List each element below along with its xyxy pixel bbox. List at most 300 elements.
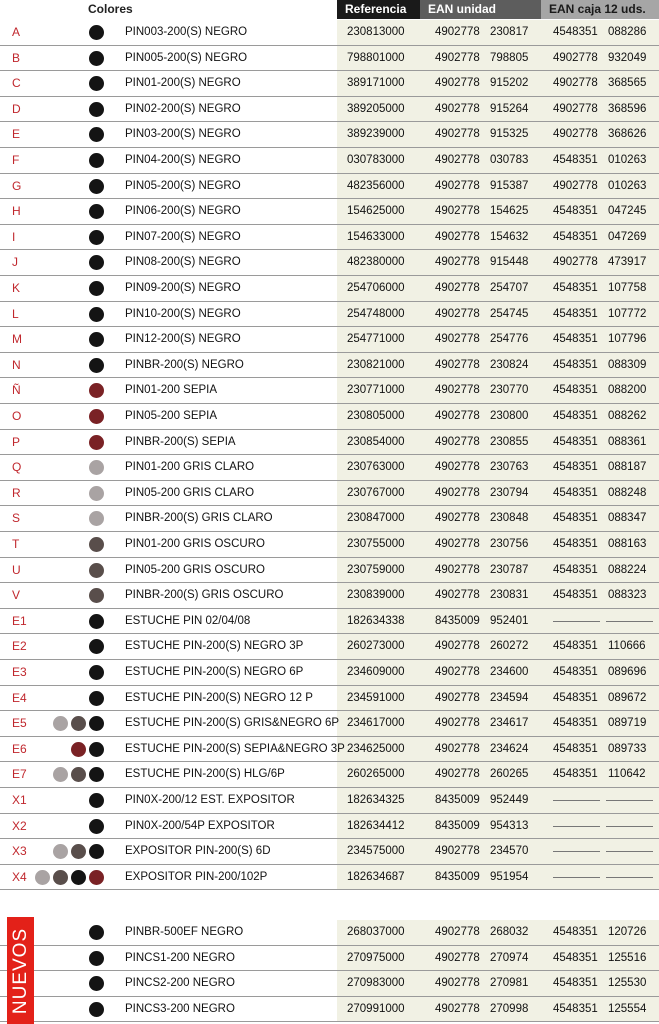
ean-unidad-code: 230824 <box>490 358 529 371</box>
ean-unidad-code: 234570 <box>490 845 529 858</box>
ean-caja-prefix: 4548351 <box>553 358 598 371</box>
ean-caja-prefix: 4548351 <box>553 768 598 781</box>
color-swatches <box>89 383 104 398</box>
ean-unidad-code: 154632 <box>490 230 529 243</box>
ean-caja-prefix: 4902778 <box>553 77 598 90</box>
color-swatches <box>89 691 104 706</box>
row-letter: E1 <box>12 613 27 628</box>
ean-unidad-code: 230794 <box>490 486 529 499</box>
ean-unidad-code: 270981 <box>490 977 529 990</box>
ean-unidad-prefix: 4902778 <box>435 26 480 38</box>
color-dot-gris-oscuro <box>71 844 86 859</box>
ean-caja-prefix: 4548351 <box>553 666 598 678</box>
ean-unidad-code: 798805 <box>490 51 529 64</box>
ean-unidad-prefix: 8435009 <box>435 870 480 883</box>
product-name: PINCS1-200 NEGRO <box>125 951 235 964</box>
color-dot-gris-oscuro <box>71 716 86 731</box>
product-name: PIN10-200(S) NEGRO <box>125 307 241 320</box>
color-dot-negro <box>89 767 104 782</box>
ean-unidad-prefix: 8435009 <box>435 794 480 806</box>
table-header <box>0 0 659 19</box>
color-dot-negro <box>89 307 104 322</box>
table-row <box>0 174 659 200</box>
referencia-value: 389171000 <box>347 77 405 90</box>
ean-unidad-code: 260272 <box>490 640 529 653</box>
color-dot-gris-oscuro <box>89 588 104 603</box>
table-row <box>0 148 659 174</box>
row-letter: I <box>12 229 16 244</box>
product-name: ESTUCHE PIN 02/04/08 <box>125 614 251 627</box>
referencia-value: 270975000 <box>347 951 405 964</box>
color-dot-negro <box>89 204 104 219</box>
color-swatches <box>89 951 104 966</box>
product-name: ESTUCHE PIN-200(S) HLG/6P <box>125 768 285 781</box>
ean-caja-prefix: 4548351 <box>553 384 598 397</box>
table-row <box>0 762 659 788</box>
referencia-value: 230805000 <box>347 410 405 422</box>
ean-caja-code: 088347 <box>608 512 647 525</box>
product-name: PIN0X-200/12 EST. EXPOSITOR <box>125 794 295 806</box>
ean-caja-code: 088248 <box>608 486 647 499</box>
ean-unidad-code: 230763 <box>490 461 529 474</box>
color-dot-negro <box>89 665 104 680</box>
product-name: PIN05-200(S) NEGRO <box>125 179 241 192</box>
row-letter: N <box>12 357 21 372</box>
product-name: PIN09-200(S) NEGRO <box>125 282 241 294</box>
ean-caja-prefix: 4548351 <box>553 1002 598 1015</box>
ean-caja-prefix: 4548351 <box>553 717 598 730</box>
table-row <box>0 660 659 686</box>
ean-caja-code: 107796 <box>608 333 647 346</box>
referencia-value: 230755000 <box>347 538 405 550</box>
row-letter: U <box>12 562 21 577</box>
ean-unidad-code: 915387 <box>490 179 529 192</box>
ean-unidad-code: 234617 <box>490 717 529 730</box>
table-row <box>0 250 659 276</box>
ean-unidad-prefix: 4902778 <box>435 77 480 90</box>
color-swatches <box>89 153 104 168</box>
ean-caja-empty-dash <box>606 877 653 878</box>
ean-unidad-code: 915264 <box>490 102 529 115</box>
color-dot-gris-claro <box>53 716 68 731</box>
color-swatches <box>35 870 104 885</box>
ean-caja-empty-dash <box>553 800 600 801</box>
color-dot-negro <box>89 127 104 142</box>
ean-unidad-code: 254776 <box>490 333 529 346</box>
referencia-value: 230839000 <box>347 589 405 602</box>
referencia-value: 230767000 <box>347 486 405 499</box>
table-row <box>0 430 659 456</box>
color-swatches <box>89 204 104 219</box>
referencia-value: 254748000 <box>347 307 405 320</box>
table-row <box>0 97 659 123</box>
color-dot-negro <box>89 951 104 966</box>
ean-unidad-code: 230817 <box>490 26 529 38</box>
ean-caja-code: 110642 <box>608 768 646 781</box>
row-letter: K <box>12 281 21 295</box>
ean-unidad-prefix: 4902778 <box>435 102 480 115</box>
ean-caja-prefix: 4548351 <box>553 691 598 704</box>
color-swatches <box>89 588 104 603</box>
color-dot-sepia <box>71 742 86 757</box>
ean-unidad-code: 915325 <box>490 128 529 141</box>
ean-caja-code: 089696 <box>608 666 647 678</box>
referencia-value: 230813000 <box>347 26 405 38</box>
referencia-value: 230771000 <box>347 384 405 397</box>
color-swatches <box>89 25 104 40</box>
table-row <box>0 302 659 328</box>
ean-caja-prefix: 4548351 <box>553 512 598 525</box>
color-dot-negro <box>89 281 104 296</box>
ean-caja-code: 125516 <box>608 951 647 964</box>
product-name: PINBR-200(S) SEPIA <box>125 435 236 448</box>
color-swatches <box>89 51 104 66</box>
color-dot-negro <box>89 976 104 991</box>
color-swatches <box>89 102 104 117</box>
ean-unidad-prefix: 4902778 <box>435 742 480 755</box>
ean-caja-code: 088224 <box>608 563 647 576</box>
table-row <box>0 997 659 1023</box>
table-row <box>0 404 659 430</box>
product-name: PIN01-200(S) NEGRO <box>125 77 241 90</box>
ean-caja-code: 088309 <box>608 358 647 371</box>
ean-caja-prefix: 4548351 <box>553 926 598 938</box>
row-letter: E4 <box>12 690 27 705</box>
ean-caja-empty-dash <box>606 800 653 801</box>
row-letter: E6 <box>12 741 27 756</box>
color-dot-gris-oscuro <box>89 563 104 578</box>
referencia-value: 030783000 <box>347 154 405 166</box>
color-swatches <box>89 563 104 578</box>
ean-caja-empty-dash <box>606 621 653 622</box>
row-letter: A <box>12 25 21 39</box>
color-swatches <box>89 179 104 194</box>
ean-unidad-prefix: 8435009 <box>435 819 480 832</box>
row-letter: E7 <box>12 767 27 782</box>
product-name: PINBR-500EF NEGRO <box>125 926 244 938</box>
ean-caja-code: 089733 <box>608 742 647 755</box>
color-dot-negro <box>89 153 104 168</box>
ean-unidad-prefix: 4902778 <box>435 256 480 269</box>
referencia-value: 260273000 <box>347 640 405 653</box>
row-letter: L <box>12 306 19 321</box>
ean-unidad-code: 030783 <box>490 154 529 166</box>
ean-unidad-prefix: 4902778 <box>435 845 480 858</box>
ean-caja-prefix: 4548351 <box>553 307 598 320</box>
color-swatches <box>89 639 104 654</box>
ean-unidad-code: 230848 <box>490 512 529 525</box>
ean-caja-prefix: 4902778 <box>553 51 598 64</box>
ean-caja-code: 368626 <box>608 128 647 141</box>
color-swatches <box>89 614 104 629</box>
table-row <box>0 971 659 997</box>
table-row <box>0 865 659 891</box>
referencia-value: 389239000 <box>347 128 405 141</box>
referencia-value: 234625000 <box>347 742 405 755</box>
color-dot-negro <box>89 255 104 270</box>
table-row <box>0 839 659 865</box>
table-row <box>0 225 659 251</box>
colores-header: Colores <box>88 2 133 16</box>
ean-caja-prefix: 4548351 <box>553 951 598 964</box>
ean-caja-prefix: 4548351 <box>553 333 598 346</box>
ean-caja-prefix: 4548351 <box>553 977 598 990</box>
color-dot-negro <box>89 844 104 859</box>
ean-caja-code: 125530 <box>608 977 647 990</box>
color-swatches <box>89 1002 104 1017</box>
color-dot-gris-claro <box>89 486 104 501</box>
color-swatches <box>53 844 104 859</box>
color-dot-negro <box>89 793 104 808</box>
color-swatches <box>89 665 104 680</box>
color-dot-gris-claro <box>89 511 104 526</box>
color-swatches <box>89 793 104 808</box>
table-row <box>0 327 659 353</box>
nuevos-label: NUEVOS <box>9 927 31 1014</box>
referencia-value: 270983000 <box>347 977 405 990</box>
product-name: ESTUCHE PIN-200(S) NEGRO 12 P <box>125 691 313 704</box>
table-row <box>0 558 659 584</box>
color-dot-negro <box>89 742 104 757</box>
table-row <box>0 686 659 712</box>
table-row <box>0 737 659 763</box>
row-letter: G <box>12 178 22 193</box>
referencia-value: 482380000 <box>347 256 405 269</box>
ean-unidad-code: 230756 <box>490 538 529 550</box>
product-name: PIN03-200(S) NEGRO <box>125 128 241 141</box>
ean-unidad-prefix: 4902778 <box>435 307 480 320</box>
table-row <box>0 199 659 225</box>
color-swatches <box>89 358 104 373</box>
color-dot-negro <box>89 639 104 654</box>
ean-caja-code: 110666 <box>608 640 646 653</box>
ean-caja-code: 088286 <box>608 26 647 38</box>
table-row <box>0 46 659 72</box>
color-swatches <box>53 767 104 782</box>
row-letter: E2 <box>12 639 27 654</box>
table-row <box>0 71 659 97</box>
color-dot-gris-claro <box>35 870 50 885</box>
color-dot-sepia <box>89 383 104 398</box>
ean-unidad-code: 915448 <box>490 256 529 269</box>
ean-unidad-prefix: 4902778 <box>435 128 480 141</box>
ean-caja-code: 473917 <box>608 256 647 269</box>
product-name: PINBR-200(S) GRIS OSCURO <box>125 589 284 602</box>
ean-unidad-code: 915202 <box>490 77 529 90</box>
referencia-value: 270991000 <box>347 1002 405 1015</box>
nuevos-badge <box>7 917 34 1024</box>
row-letter: X4 <box>12 869 27 884</box>
color-dot-negro <box>89 716 104 731</box>
ean-caja-code: 932049 <box>608 51 647 64</box>
ean-caja-code: 089719 <box>608 717 647 730</box>
table-row <box>0 946 659 972</box>
color-swatches <box>89 460 104 475</box>
referencia-value: 268037000 <box>347 926 405 938</box>
color-dot-negro <box>89 179 104 194</box>
ean-unidad-code: 268032 <box>490 926 529 938</box>
ean-caja-prefix: 4548351 <box>553 589 598 602</box>
ean-caja-empty-dash <box>553 621 600 622</box>
color-swatches <box>89 976 104 991</box>
row-letter: J <box>12 255 18 270</box>
table-row <box>0 583 659 609</box>
color-dot-negro <box>89 691 104 706</box>
color-dot-gris-claro <box>89 460 104 475</box>
product-name: PIN005-200(S) NEGRO <box>125 51 248 64</box>
ean-caja-code: 088323 <box>608 589 647 602</box>
ean-caja-prefix: 4548351 <box>553 461 598 474</box>
ean-unidad-prefix: 4902778 <box>435 410 480 422</box>
row-letter: O <box>12 409 22 423</box>
referencia-value: 182634687 <box>347 870 405 883</box>
ean-caja-code: 089672 <box>608 691 647 704</box>
product-name: PIN06-200(S) NEGRO <box>125 205 241 218</box>
color-swatches <box>89 486 104 501</box>
ean-caja-prefix: 4548351 <box>553 205 598 218</box>
product-name: EXPOSITOR PIN-200/102P <box>125 870 268 883</box>
referencia-value: 234591000 <box>347 691 405 704</box>
table-row <box>0 122 659 148</box>
row-letter: X3 <box>12 844 27 859</box>
color-dot-gris-oscuro <box>71 767 86 782</box>
color-dot-gris-oscuro <box>89 537 104 552</box>
ean-caja-prefix: 4548351 <box>553 26 598 38</box>
ean-caja-prefix: 4548351 <box>553 435 598 448</box>
color-dot-negro <box>89 925 104 940</box>
row-letter: E <box>12 127 21 142</box>
ean-unidad-code: 230787 <box>490 563 529 576</box>
ean-unidad-header: EAN unidad <box>420 0 541 19</box>
ean-unidad-code: 254745 <box>490 307 529 320</box>
product-name: PIN0X-200/54P EXPOSITOR <box>125 819 275 832</box>
product-name: ESTUCHE PIN-200(S) NEGRO 3P <box>125 640 304 653</box>
ean-unidad-code: 230831 <box>490 589 529 602</box>
product-name: EXPOSITOR PIN-200(S) 6D <box>125 845 271 858</box>
ean-caja-code: 047245 <box>608 205 647 218</box>
product-name: PINBR-200(S) GRIS CLARO <box>125 512 273 525</box>
referencia-value: 182634325 <box>347 794 405 806</box>
ean-unidad-prefix: 4902778 <box>435 977 480 990</box>
table-row <box>0 276 659 302</box>
table-row <box>0 711 659 737</box>
ean-unidad-prefix: 4902778 <box>435 589 480 602</box>
ean-caja-empty-dash <box>606 851 653 852</box>
ean-caja-code: 107772 <box>608 307 647 320</box>
ean-caja-code: 088187 <box>608 461 647 474</box>
product-name: ESTUCHE PIN-200(S) NEGRO 6P <box>125 666 304 678</box>
ean-unidad-prefix: 4902778 <box>435 205 480 218</box>
ean-caja-code: 368596 <box>608 102 647 115</box>
row-letter: B <box>12 50 21 65</box>
referencia-header: Referencia <box>337 0 420 19</box>
ean-unidad-prefix: 4902778 <box>435 538 480 550</box>
row-letter: D <box>12 101 21 116</box>
ean-unidad-code: 234594 <box>490 691 529 704</box>
referencia-value: 254771000 <box>347 333 405 346</box>
ean-unidad-prefix: 4902778 <box>435 563 480 576</box>
color-dot-gris-oscuro <box>53 870 68 885</box>
color-dot-negro <box>89 358 104 373</box>
ean-unidad-code: 260265 <box>490 768 529 781</box>
row-letter: S <box>12 511 21 526</box>
ean-caja-code: 088163 <box>608 538 647 550</box>
referencia-value: 389205000 <box>347 102 405 115</box>
ean-unidad-code: 230800 <box>490 410 529 422</box>
color-dot-negro <box>89 1002 104 1017</box>
ean-unidad-code: 230855 <box>490 435 529 448</box>
row-letter: V <box>12 588 21 603</box>
ean-caja-prefix: 4548351 <box>553 640 598 653</box>
table-row <box>0 455 659 481</box>
ean-unidad-code: 954313 <box>490 819 529 832</box>
ean-unidad-prefix: 4902778 <box>435 926 480 938</box>
color-dot-negro <box>89 102 104 117</box>
color-swatches <box>89 76 104 91</box>
ean-unidad-prefix: 4902778 <box>435 717 480 730</box>
row-letter: T <box>12 537 20 551</box>
table-row <box>0 609 659 635</box>
referencia-value: 798801000 <box>347 51 405 64</box>
referencia-value: 234609000 <box>347 666 405 678</box>
row-letter: Ñ <box>12 383 21 398</box>
ean-caja-code: 368565 <box>608 77 647 90</box>
table-row <box>0 532 659 558</box>
ean-unidad-code: 234600 <box>490 666 529 678</box>
table-row <box>0 814 659 840</box>
ean-unidad-prefix: 4902778 <box>435 358 480 371</box>
referencia-value: 230759000 <box>347 563 405 576</box>
referencia-value: 230821000 <box>347 358 405 371</box>
product-name: PIN05-200 GRIS CLARO <box>125 486 255 499</box>
ean-caja-prefix: 4548351 <box>553 410 598 422</box>
product-name: PIN003-200(S) NEGRO <box>125 26 248 38</box>
table-row <box>0 788 659 814</box>
ean-caja-prefix: 4548351 <box>553 563 598 576</box>
color-swatches <box>89 409 104 424</box>
referencia-value: 182634412 <box>347 819 405 832</box>
row-divider <box>0 889 659 890</box>
color-dot-negro <box>71 870 86 885</box>
ean-unidad-prefix: 4902778 <box>435 461 480 474</box>
referencia-value: 154625000 <box>347 205 405 218</box>
ean-caja-prefix: 4902778 <box>553 102 598 115</box>
ean-caja-code: 088200 <box>608 384 647 397</box>
ean-caja-code: 120726 <box>608 926 647 938</box>
ean-unidad-code: 234624 <box>490 742 529 755</box>
color-dot-sepia <box>89 409 104 424</box>
product-name: PIN02-200(S) NEGRO <box>125 102 241 115</box>
ean-caja-prefix: 4548351 <box>553 230 598 243</box>
ean-unidad-prefix: 4902778 <box>435 1002 480 1015</box>
ean-unidad-prefix: 4902778 <box>435 512 480 525</box>
color-swatches <box>53 716 104 731</box>
ean-caja-prefix: 4548351 <box>553 538 598 550</box>
ean-unidad-prefix: 4902778 <box>435 666 480 678</box>
ean-caja-code: 125554 <box>608 1002 647 1015</box>
ean-caja-code: 010263 <box>608 154 647 166</box>
color-swatches <box>89 230 104 245</box>
ean-caja-code: 107758 <box>608 282 647 294</box>
color-swatches <box>89 511 104 526</box>
ean-unidad-prefix: 4902778 <box>435 230 480 243</box>
product-name: PIN01-200 SEPIA <box>125 384 218 397</box>
ean-unidad-prefix: 4902778 <box>435 154 480 166</box>
referencia-value: 230763000 <box>347 461 405 474</box>
ean-caja-code: 088262 <box>608 410 647 422</box>
ean-caja-prefix: 4548351 <box>553 486 598 499</box>
ean-caja-code: 047269 <box>608 230 647 243</box>
